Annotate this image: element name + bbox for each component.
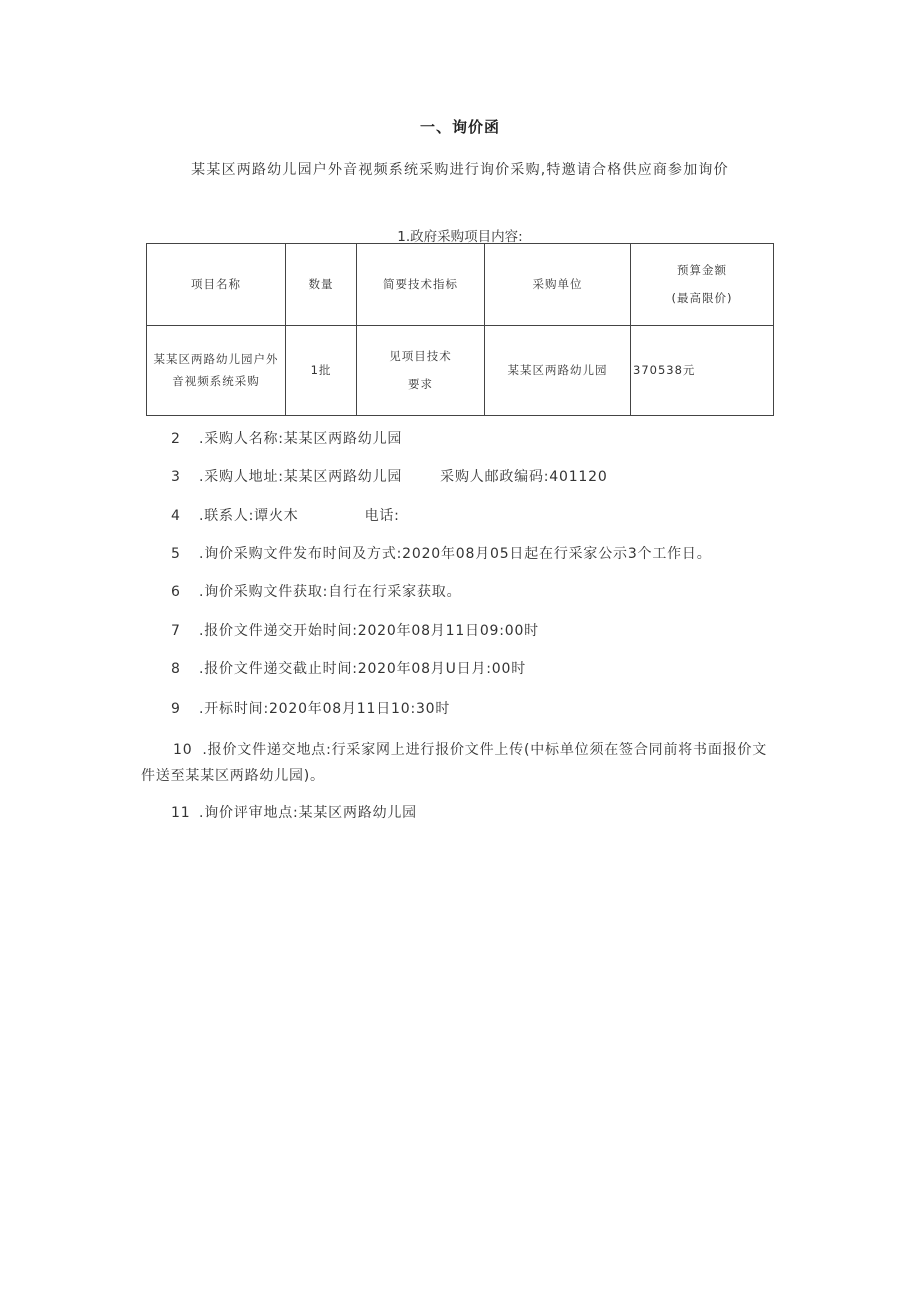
item-text: .报价文件递交开始时间:2020年08月11日09:00时 (199, 623, 539, 639)
header-budget-line1: 预算金额 (677, 262, 727, 277)
item-text: .联系人:谭火木 (199, 508, 299, 524)
item-number: 4 (171, 508, 181, 524)
item-number: 7 (171, 623, 181, 639)
item-number: 10 (173, 742, 193, 758)
list-item (171, 505, 400, 525)
item-text: .采购人地址:某某区两路幼儿园 (199, 469, 403, 485)
header-project-name: 项目名称 (147, 244, 286, 326)
header-purchasing-unit: 采购单位 (485, 244, 631, 326)
item-number: 9 (171, 701, 181, 717)
item-text: .采购人名称:某某区两路幼儿园 (199, 431, 403, 447)
item-extra: 电话: (364, 508, 400, 524)
cell-spec (357, 326, 485, 416)
table-caption: 1.政府采购项目内容: (397, 229, 523, 245)
intro-paragraph: 某某区两路幼儿园户外音视频系统采购进行询价采购,特邀请合格供应商参加询价 (191, 162, 729, 178)
list-item (171, 466, 608, 486)
table-header-row (147, 244, 774, 326)
table-row (147, 326, 774, 416)
cell-purchasing-unit: 某某区两路幼儿园 (485, 326, 631, 416)
item-number: 5 (171, 546, 181, 562)
item-text: .开标时间:2020年08月11日10:30时 (199, 701, 451, 717)
document-title: 一、询价函 (419, 118, 500, 136)
list-item (171, 581, 461, 601)
item-text: .报价文件递交截止时间:2020年08月U日月:00时 (199, 661, 526, 677)
list-item (171, 543, 712, 563)
cell-spec-line1: 见项目技术 (389, 348, 452, 363)
header-quantity: 数量 (286, 244, 357, 326)
item-extra: 采购人邮政编码:401120 (440, 469, 608, 485)
item-text: .询价采购文件发布时间及方式:2020年08月05日起在行采家公示3个工作日。 (199, 546, 712, 562)
cell-project-name: 某某区两路幼儿园户外音视频系统采购 (147, 326, 286, 416)
list-item (141, 737, 781, 789)
list-item (171, 658, 526, 678)
list-item (171, 802, 417, 822)
header-spec: 简要技术指标 (357, 244, 485, 326)
item-number: 3 (171, 469, 181, 485)
cell-quantity: 1批 (286, 326, 357, 416)
header-budget-line2: (最高限价) (671, 290, 733, 305)
list-item (171, 620, 539, 640)
list-item (171, 698, 450, 718)
item-text: .询价采购文件获取:自行在行采家获取。 (199, 584, 462, 600)
item-number: 2 (171, 431, 181, 447)
list-item (171, 428, 402, 448)
procurement-table (146, 243, 774, 416)
header-budget (631, 244, 774, 326)
cell-budget: 370538元 (631, 326, 774, 416)
item-text: .报价文件递交地点:行采家网上进行报价文件上传(中标单位须在签合同前将书面报价文件送至某某区两路幼儿园)。 (141, 742, 768, 784)
cell-spec-line2: 要求 (408, 376, 433, 391)
item-number: 6 (171, 584, 181, 600)
item-number: 11 (171, 805, 191, 821)
item-number: 8 (171, 661, 181, 677)
item-text: .询价评审地点:某某区两路幼儿园 (199, 805, 417, 821)
